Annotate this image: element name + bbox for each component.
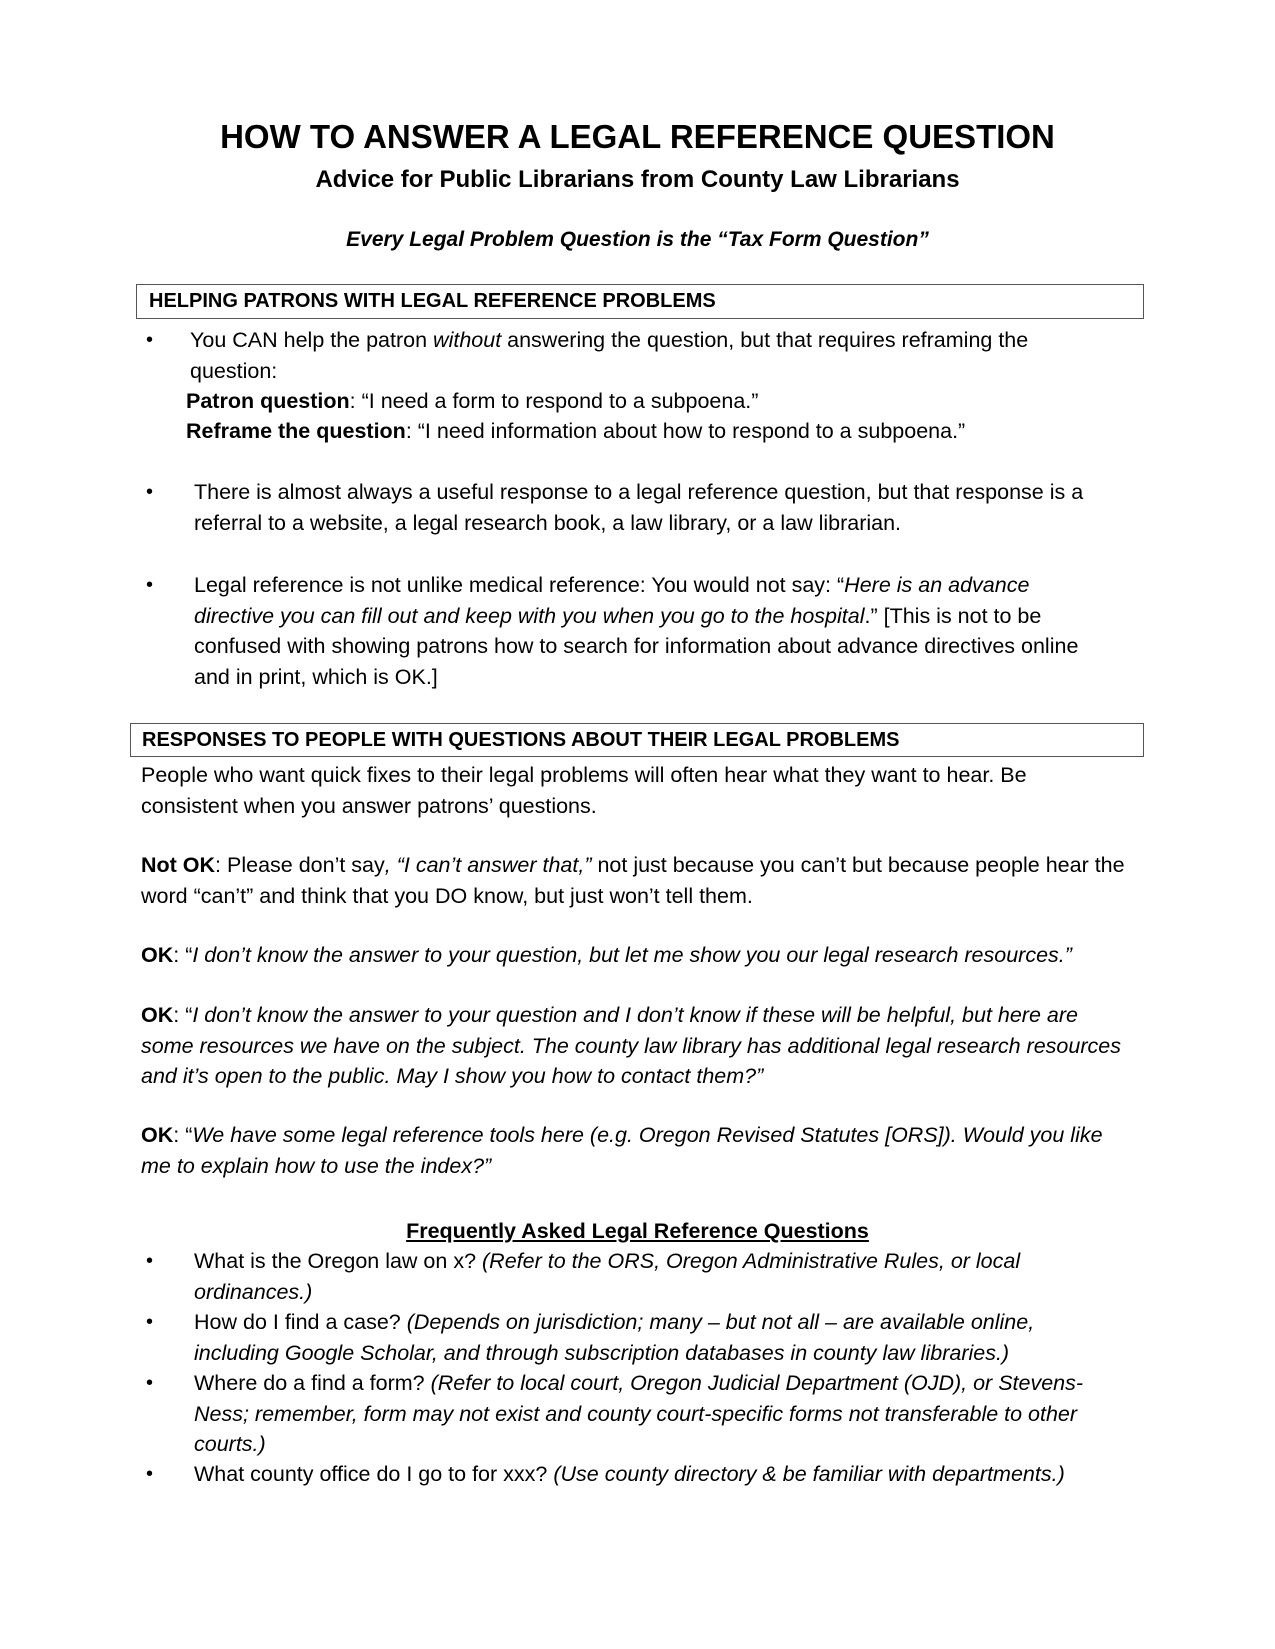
emphasis-text: Here is an advance directive you can fill out and keep with you when you go to the hospital	[194, 573, 1030, 628]
ok-quote: I don’t know the answer to your question, but let me show you our legal research resources.”	[192, 943, 1072, 967]
faq-item	[194, 1368, 1124, 1460]
ok-label: OK	[141, 943, 174, 967]
faq-item	[194, 1459, 1154, 1490]
page-subtitle: Advice for Public Librarians from County Law Librarians	[315, 166, 960, 193]
ok-label: OK	[141, 1123, 174, 1147]
ok-quote: I don’t know the answer to your question and I don’t know if these will be helpful, but here are some resources we have on the subject. The county law library has additional legal research resources and it’s open to the public. May I show you how to contact them?”	[141, 1003, 1121, 1088]
bullet-marker: •	[146, 1463, 154, 1485]
not-ok-quote: , “I can’t answer that,”	[384, 853, 592, 877]
ok-text: : “	[173, 1123, 193, 1147]
ok-response-2	[141, 1000, 1126, 1092]
ok-response-3	[141, 1120, 1126, 1181]
section-heading-responses: RESPONSES TO PEOPLE WITH QUESTIONS ABOUT THEIR LEGAL PROBLEMS	[130, 723, 1144, 757]
ok-label: OK	[141, 1003, 174, 1027]
reframe-question-label: Reframe the question	[186, 419, 406, 443]
patron-question-line	[186, 386, 1136, 417]
bullet-medical-reference	[194, 570, 1114, 692]
faq-item	[194, 1246, 1114, 1307]
faq-question: What county office do I go to for xxx?	[194, 1462, 554, 1486]
faq-question: Where do a find a form?	[194, 1371, 431, 1395]
bullet-marker: •	[146, 1311, 154, 1333]
bullet-marker: •	[146, 574, 154, 596]
reframe-question-line	[186, 416, 1136, 447]
ok-response-1	[141, 940, 1141, 971]
bullet-can-help	[190, 325, 1120, 386]
faq-answer: (Use county directory & be familiar with departments.)	[553, 1462, 1065, 1486]
bullet-text: You CAN help the patron	[190, 328, 434, 352]
bullet-marker: •	[146, 1372, 154, 1394]
faq-answer: (Refer to local court, Oregon Judicial Department (OJD), or Stevens-Ness; remember, form may not exist and county court-specific forms not transferable to other courts.)	[194, 1371, 1084, 1456]
section-heading-helping-patrons: HELPING PATRONS WITH LEGAL REFERENCE PROBLEMS	[136, 284, 1144, 319]
patron-question-text: : “I need a form to respond to a subpoena.”	[349, 389, 759, 413]
bullet-marker: •	[146, 1250, 154, 1272]
bullet-text: answering the question, but that requires reframing the question:	[190, 328, 1029, 383]
emphasis-text: without	[433, 328, 502, 352]
bullet-useful-response: There is almost always a useful response to a legal reference question, but that response is a referral to a website, a legal research book, a law library, or a law librarian.	[194, 480, 1084, 535]
ok-text: : “	[173, 1003, 193, 1027]
responses-intro: People who want quick fixes to their legal problems will often hear what they want to hear. Be consistent when you answer patrons’ questions.	[141, 763, 1027, 818]
faq-heading: Frequently Asked Legal Reference Questions	[406, 1219, 869, 1243]
bullet-text: .” [This is not to be confused with showing patrons how to search for information about advance directives online and in print, which is OK.]	[194, 603, 1079, 689]
faq-answer: (Refer to the ORS, Oregon Administrative Rules, or local ordinances.)	[194, 1249, 1021, 1304]
faq-question: How do I find a case?	[194, 1310, 407, 1334]
bullet-text: Legal reference is not unlike medical reference: You would not say: “	[194, 573, 845, 597]
not-ok-response	[141, 850, 1126, 911]
ok-quote: We have some legal reference tools here (e.g. Oregon Revised Statutes [ORS]). Would you like me to explain how to use the index?”	[141, 1123, 1103, 1178]
page-title: HOW TO ANSWER A LEGAL REFERENCE QUESTION	[220, 118, 1055, 155]
not-ok-text: not just because you can’t but because people hear the word “can’t” and think that you DO know, but just won’t tell them.	[141, 853, 1125, 908]
page-tagline: Every Legal Problem Question is the “Tax Form Question”	[346, 228, 929, 251]
patron-question-label: Patron question	[186, 389, 350, 413]
faq-answer: (Depends on jurisdiction; many – but not all – are available online, including Google Scholar, and through subscription databases in county law libraries.)	[194, 1310, 1035, 1365]
faq-item	[194, 1307, 1114, 1368]
ok-text: : “	[173, 943, 193, 967]
bullet-marker: •	[146, 481, 154, 503]
not-ok-label: Not OK	[141, 853, 216, 877]
not-ok-text: : Please don’t say	[215, 853, 385, 877]
reframe-question-text: : “I need information about how to respond to a subpoena.”	[405, 419, 966, 443]
bullet-marker: •	[146, 329, 154, 351]
faq-question: What is the Oregon law on x?	[194, 1249, 483, 1273]
